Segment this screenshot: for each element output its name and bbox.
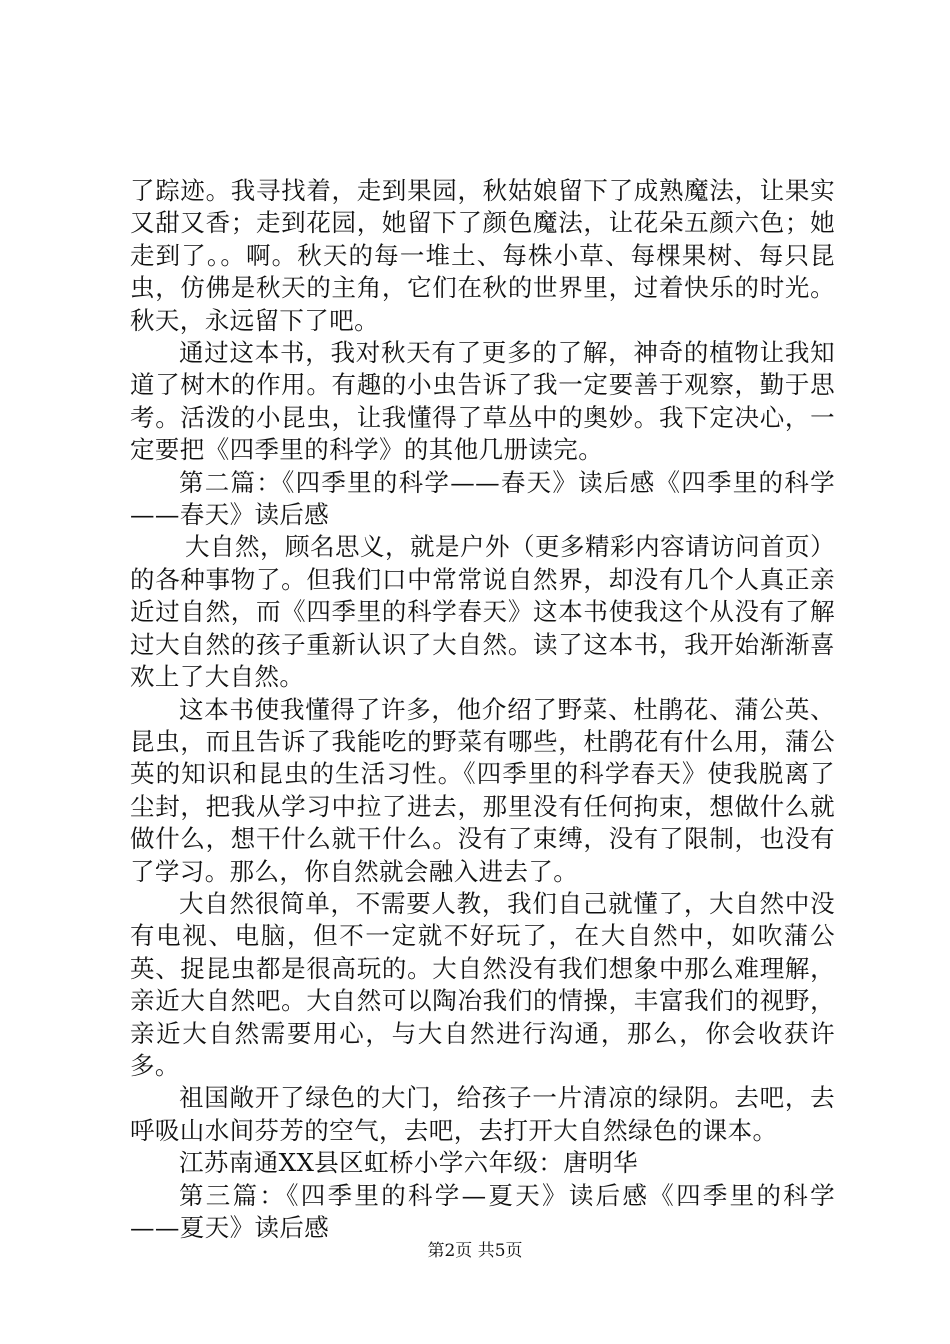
- paragraph-nature-intro: 大自然，顾名思义，就是户外（更多精彩内容请访问首页）的各种事物了。但我们口中常常说自然界，却没有几个人真正亲近过自然，而《四季里的科学春天》这本书使我这个从没有了解过大自然的孩子重新认识了大自然。读了这本书，我开始渐渐喜欢上了大自然。: [130, 532, 835, 692]
- paragraph-nature-simple: 大自然很简单，不需要人教，我们自己就懂了，大自然中没有电视、电脑，但不一定就不好玩了，在大自然中，如吹蒲公英、捉昆虫都是很高玩的。大自然没有我们想象中那么难理解，亲近大自然吧。大自然可以陶冶我们的情操，丰富我们的视野，亲近大自然需要用心，与大自然进行沟通，那么，你会收获许多。: [130, 888, 835, 1080]
- paragraph-closing: 祖国敞开了绿色的大门，给孩子一片清凉的绿阴。去吧，去呼吸山水间芬芳的空气，去吧，去打开大自然绿色的课本。: [130, 1083, 835, 1145]
- paragraph-continuation: 了踪迹。我寻找着，走到果园，秋姑娘留下了成熟魔法，让果实又甜又香；走到花园，她留下了颜色魔法，让花朵五颜六色；她走到了。。啊。秋天的每一堆土、每株小草、每棵果树、每只昆虫，仿佛是秋天的主角，它们在秋的世界里，过着快乐的时光。秋天，永远留下了吧。: [130, 176, 835, 335]
- author-signature: 江苏南通XX县区虹桥小学六年级：唐明华: [179, 1148, 638, 1178]
- paragraph-book-content: 这本书使我懂得了许多，他介绍了野菜、杜鹃花、蒲公英、昆虫，而且告诉了我能吃的野菜有哪些，杜鹃花有什么用，蒲公英的知识和昆虫的生活习性。《四季里的科学春天》使我脱离了尘封，把我从学习中拉了进去，那里没有任何拘束，想做什么就做什么，想干什么就干什么。没有了束缚，没有了限制，也没有了学习。那么，你自然就会融入进去了。: [130, 694, 835, 886]
- paragraph-reflection: 通过这本书，我对秋天有了更多的了解，神奇的植物让我知道了树木的作用。有趣的小虫告诉了我一定要善于观察，勤于思考。活泼的小昆虫，让我懂得了草丛中的奥妙。我下定决心，一定要把《四季里的科学》的其他几册读完。: [130, 338, 835, 465]
- page-number-footer: 第2页 共5页: [427, 1241, 523, 1261]
- document-body: [130, 175, 835, 1244]
- section-heading-spring: 第二篇：《四季里的科学——春天》读后感《四季里的科学——春天》读后感: [130, 467, 835, 530]
- section-heading-summer: 第三篇：《四季里的科学—夏天》读后感《四季里的科学——夏天》读后感: [130, 1180, 835, 1242]
